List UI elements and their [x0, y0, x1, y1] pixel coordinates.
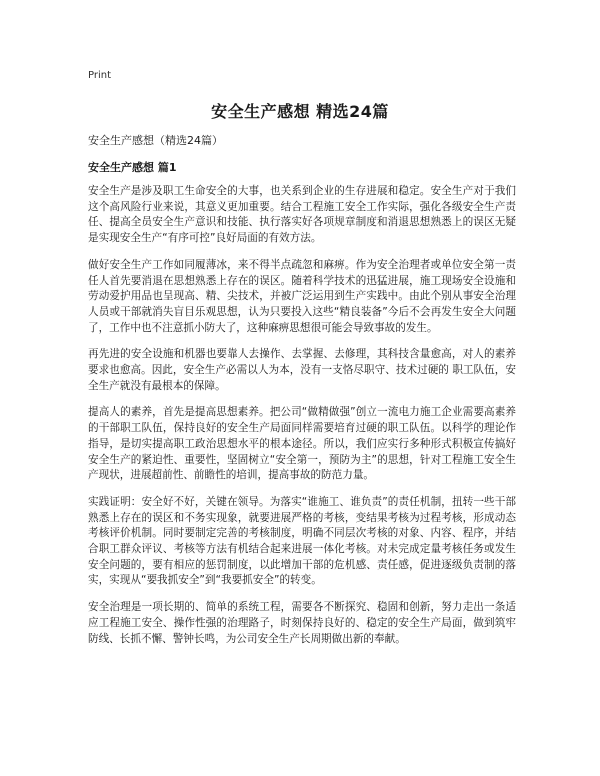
- paragraph-1: 安全生产是涉及职工生命安全的大事，也关系到企业的生存进展和稳定。安全生产对于我们这个高风险行业来说，其意义更加重要。结合工程施工安全工作实际，强化各级安全生产责任、提高全员安全生产意识和技能、执行落实好各项规章制度和消退思想熟悉上的误区无疑是实现安全生产“有序可控”良好局面的有效方法。: [88, 185, 516, 245]
- paragraph-4: 提高人的素养，首先是提高思想素养。把公司“做精做强”创立一流电力施工企业需要高素养的干部职工队伍，保持良好的安全生产局面同样需要培育过硬的职工队伍。以科学的理论作指导，是切实提高职工政治思想水平的根本途径。所以，我们应实行多种形式积极宣传搞好安全生产的紧迫性、重要性，坚固树立“安全第一，预防为主”的思想，针对工程施工安全生产现状，进展超前性、前瞻性的培训，提高事故的防范力量。: [88, 406, 516, 482]
- document-subtitle: 安全生产感想（精选24篇）: [88, 134, 223, 147]
- paragraph-6: 安全治理是一项长期的、简单的系统工程，需要各不断探究、稳固和创新，努力走出一条适应工程施工安全、操作性强的治理路子，时刻保持良好的、稳定的安全生产局面，做到筑牢防线、长抓不懈、警钟长鸣，为公司安全生产长周期做出新的奉献。: [88, 601, 516, 645]
- section-heading: 安全生产感想 篇1: [88, 161, 177, 174]
- print-label: Print: [88, 70, 112, 81]
- paragraph-3: 再先进的安全设施和机器也要靠人去操作、去掌握、去修理，其科技含量愈高，对人的素养要求也愈高。因此，安全生产必需以人为本，没有一支恪尽职守、技术过硬的 职工队伍，安全生产就没有最根本的保障。: [88, 348, 516, 392]
- document-body: [88, 184, 516, 658]
- paragraph-5: 实践证明：安全好不好，关键在领导。为落实“谁施工、谁负责”的责任机制，扭转一些干部熟悉上存在的误区和不务实现象，就要进展严格的考核，变结果考核为过程考核，形成动态考核评价机制。同时要制定完善的考核制度，明确不同层次考核的对象、内容、程序，并结合职工群众评议、考核等方法有机结合起来进展一体化考核。对未完成定量考核任务或发生安全问题的，要有相应的惩罚制度，以此增加干部的危机感、责任感，促进逐级负责制的落实，实现从“要我抓安全”到“我要抓安全”的转变。: [88, 495, 516, 587]
- paragraph-2: 做好安全生产工作如同履薄冰，来不得半点疏忽和麻痹。作为安全治理者或单位安全第一责任人首先要消退在思想熟悉上存在的误区。随着科学技术的迅猛进展，施工现场安全设施和劳动爱护用品也呈现高、精、尖技术，并被广泛运用到生产实践中。由此个别从事安全治理人员或干部就消失盲目乐观思想，认为只要投入这些“精良装备”今后不会再发生安全大问题了，工作中也不注意抓小防大了，这种麻痹思想很可能会导致事故的发生。: [88, 258, 516, 334]
- document-title: 安全生产感想 精选24篇: [211, 102, 389, 121]
